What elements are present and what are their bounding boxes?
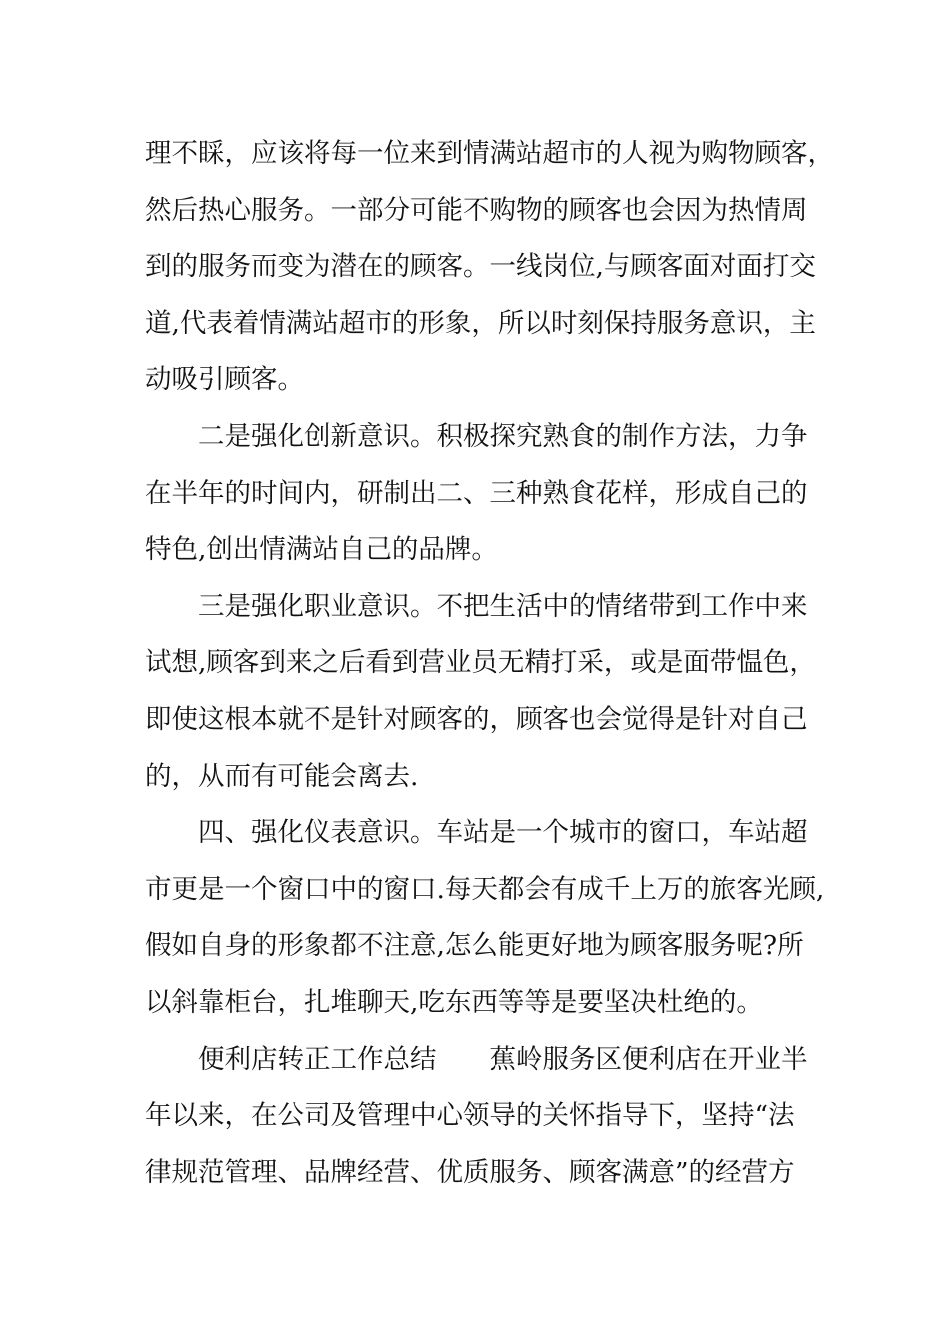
- text-line: 市更是一个窗口中的窗口.每天都会有成千上万的旅客光顾,: [145, 873, 825, 905]
- text-line: 即使这根本就不是针对顾客的，顾客也会觉得是针对自己: [145, 703, 808, 735]
- text-line: 试想,顾客到来之后看到营业员无精打采，或是面带愠色，: [145, 647, 816, 679]
- text-line: 假如自身的形象都不注意,怎么能更好地为顾客服务呢?所: [145, 930, 804, 962]
- paragraph-start-line: 三是强化职业意识。不把生活中的情绪带到工作中来: [198, 590, 808, 622]
- paragraph-start-line: 四、强化仪表意识。车站是一个城市的窗口，车站超: [198, 817, 808, 849]
- paragraph-start-line: 便利店转正工作总结 蕉岭服务区便利店在开业半: [198, 1043, 808, 1075]
- paragraph-start-line: 二是强化创新意识。积极探究熟食的制作方法，力争: [198, 420, 808, 452]
- text-line: 然后热心服务。一部分可能不购物的顾客也会因为热情周: [145, 194, 808, 226]
- text-line: 以斜靠柜台，扎堆聊天,吃东西等等是要坚决杜绝的。: [145, 986, 763, 1018]
- text-line: 动吸引顾客。: [145, 364, 304, 396]
- text-line: 律规范管理、品牌经营、优质服务、顾客满意”的经营方: [145, 1156, 795, 1188]
- text-line: 年以来，在公司及管理中心领导的关怀指导下，坚持“法: [145, 1100, 795, 1132]
- text-line: 在半年的时间内，研制出二、三种熟食花样，形成自己的: [145, 477, 808, 509]
- text-line: 理不睬，应该将每一位来到情满站超市的人视为购物顾客，: [145, 138, 834, 169]
- document-body: [145, 126, 834, 1201]
- text-line: 到的服务而变为潜在的顾客。一线岗位,与顾客面对面打交: [145, 251, 816, 283]
- text-line: 特色,创出情满站自己的品牌。: [145, 534, 498, 566]
- text-line: 的，从而有可能会离去.: [145, 760, 419, 792]
- text-line: 道,代表着情满站超市的形象，所以时刻保持服务意识，主: [145, 307, 816, 339]
